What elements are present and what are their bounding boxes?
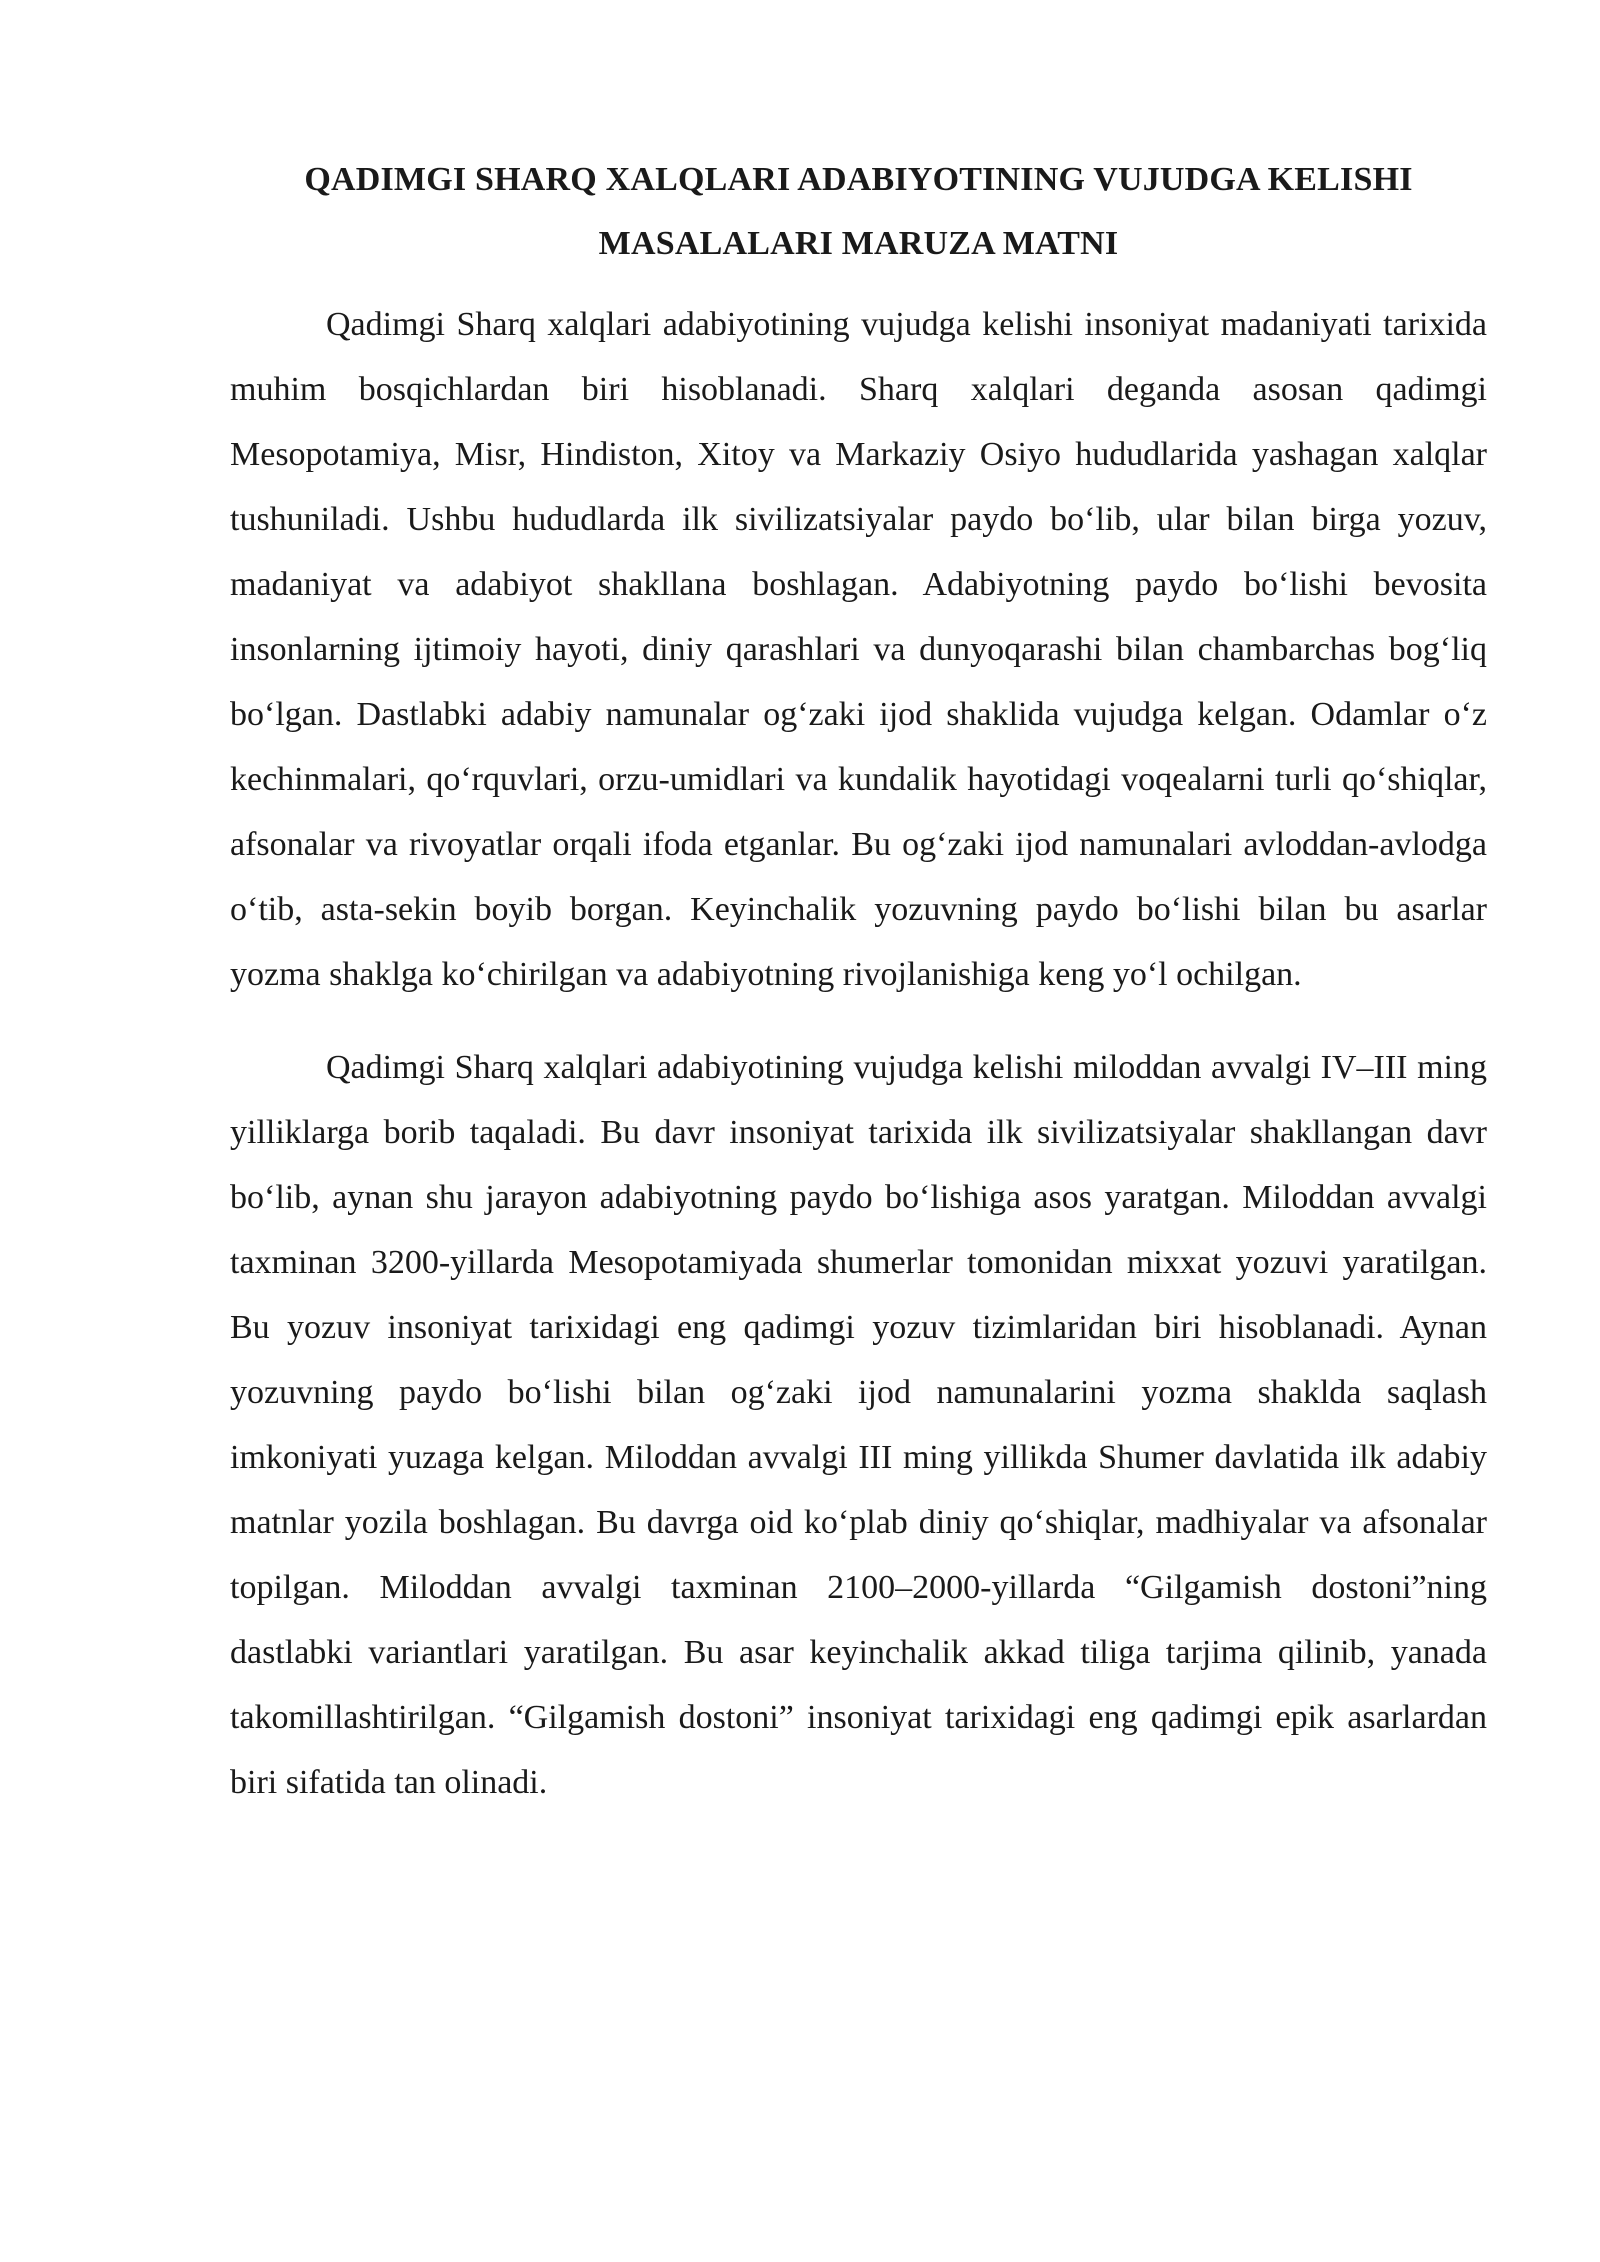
title-line-2: MASALALARI MARUZA MATNI [598,225,1119,262]
title-line-1: QADIMGI SHARQ XALQLARI ADABIYOTINING VUJUDGA KELISHI [304,161,1413,198]
page-title [230,148,1487,276]
paragraph-2: Qadimgi Sharq xalqlari adabiyotining vujudga kelishi miloddan avvalgi IV–III ming yilliklarga borib taqaladi. Bu davr insoniyat tarixida ilk sivilizatsiyalar shakllangan davr bo‘lib, aynan shu jarayon adabiyotning paydo bo‘lishiga asos yaratgan. Miloddan avvalgi taxminan 3200-yillarda Mesopotamiyada shumerlar tomonidan mixxat yozuvi yaratilgan. Bu yozuv insoniyat tarixidagi eng qadimgi yozuv tizimlaridan biri hisoblanadi. Aynan yozuvning paydo bo‘lishi bilan og‘zaki ijod namunalarini yozma shaklda saqlash imkoniyati yuzaga kelgan. Miloddan avvalgi III ming yillikda Shumer davlatida ilk adabiy matnlar yozila boshlagan. Bu davrga oid ko‘plab diniy qo‘shiqlar, madhiyalar va afsonalar topilgan. Miloddan avvalgi taxminan 2100–2000-yillarda “Gilgamish dostoni”ning dastlabki variantlari yaratilgan. Bu asar keyinchalik akkad tiliga tarjima qilinib, yanada takomillashtirilgan. “Gilgamish dostoni” insoniyat tarixidagi eng qadimgi epik asarlardan biri sifatida tan olinadi. [230,1049,1487,1801]
paragraph-1: Qadimgi Sharq xalqlari adabiyotining vujudga kelishi insoniyat madaniyati tarixida muhim bosqichlardan biri hisoblanadi. Sharq xalqlari deganda asosan qadimgi Mesopotamiya, Misr, Hindiston, Xitoy va Markaziy Osiyo hududlarida yashagan xalqlar tushuniladi. Ushbu hududlarda ilk sivilizatsiyalar paydo bo‘lib, ular bilan birga yozuv, madaniyat va adabiyot shakllana boshlagan. Adabiyotning paydo bo‘lishi bevosita insonlarning ijtimoiy hayoti, diniy qarashlari va dunyoqarashi bilan chambarchas bog‘liq bo‘lgan. Dastlabki adabiy namunalar og‘zaki ijod shaklida vujudga kelgan. Odamlar o‘z kechinmalari, qo‘rquvlari, orzu-umidlari va kundalik hayotidagi voqealarni turli qo‘shiqlar, afsonalar va rivoyatlar orqali ifoda etganlar. Bu og‘zaki ijod namunalari avloddan-avlodga o‘tib, asta-sekin boyib borgan. Keyinchalik yozuvning paydo bo‘lishi bilan bu asarlar yozma shaklga ko‘chirilgan va adabiyotning rivojlanishiga keng yo‘l ochilgan. [230,306,1487,993]
document-page [230,148,1487,1843]
